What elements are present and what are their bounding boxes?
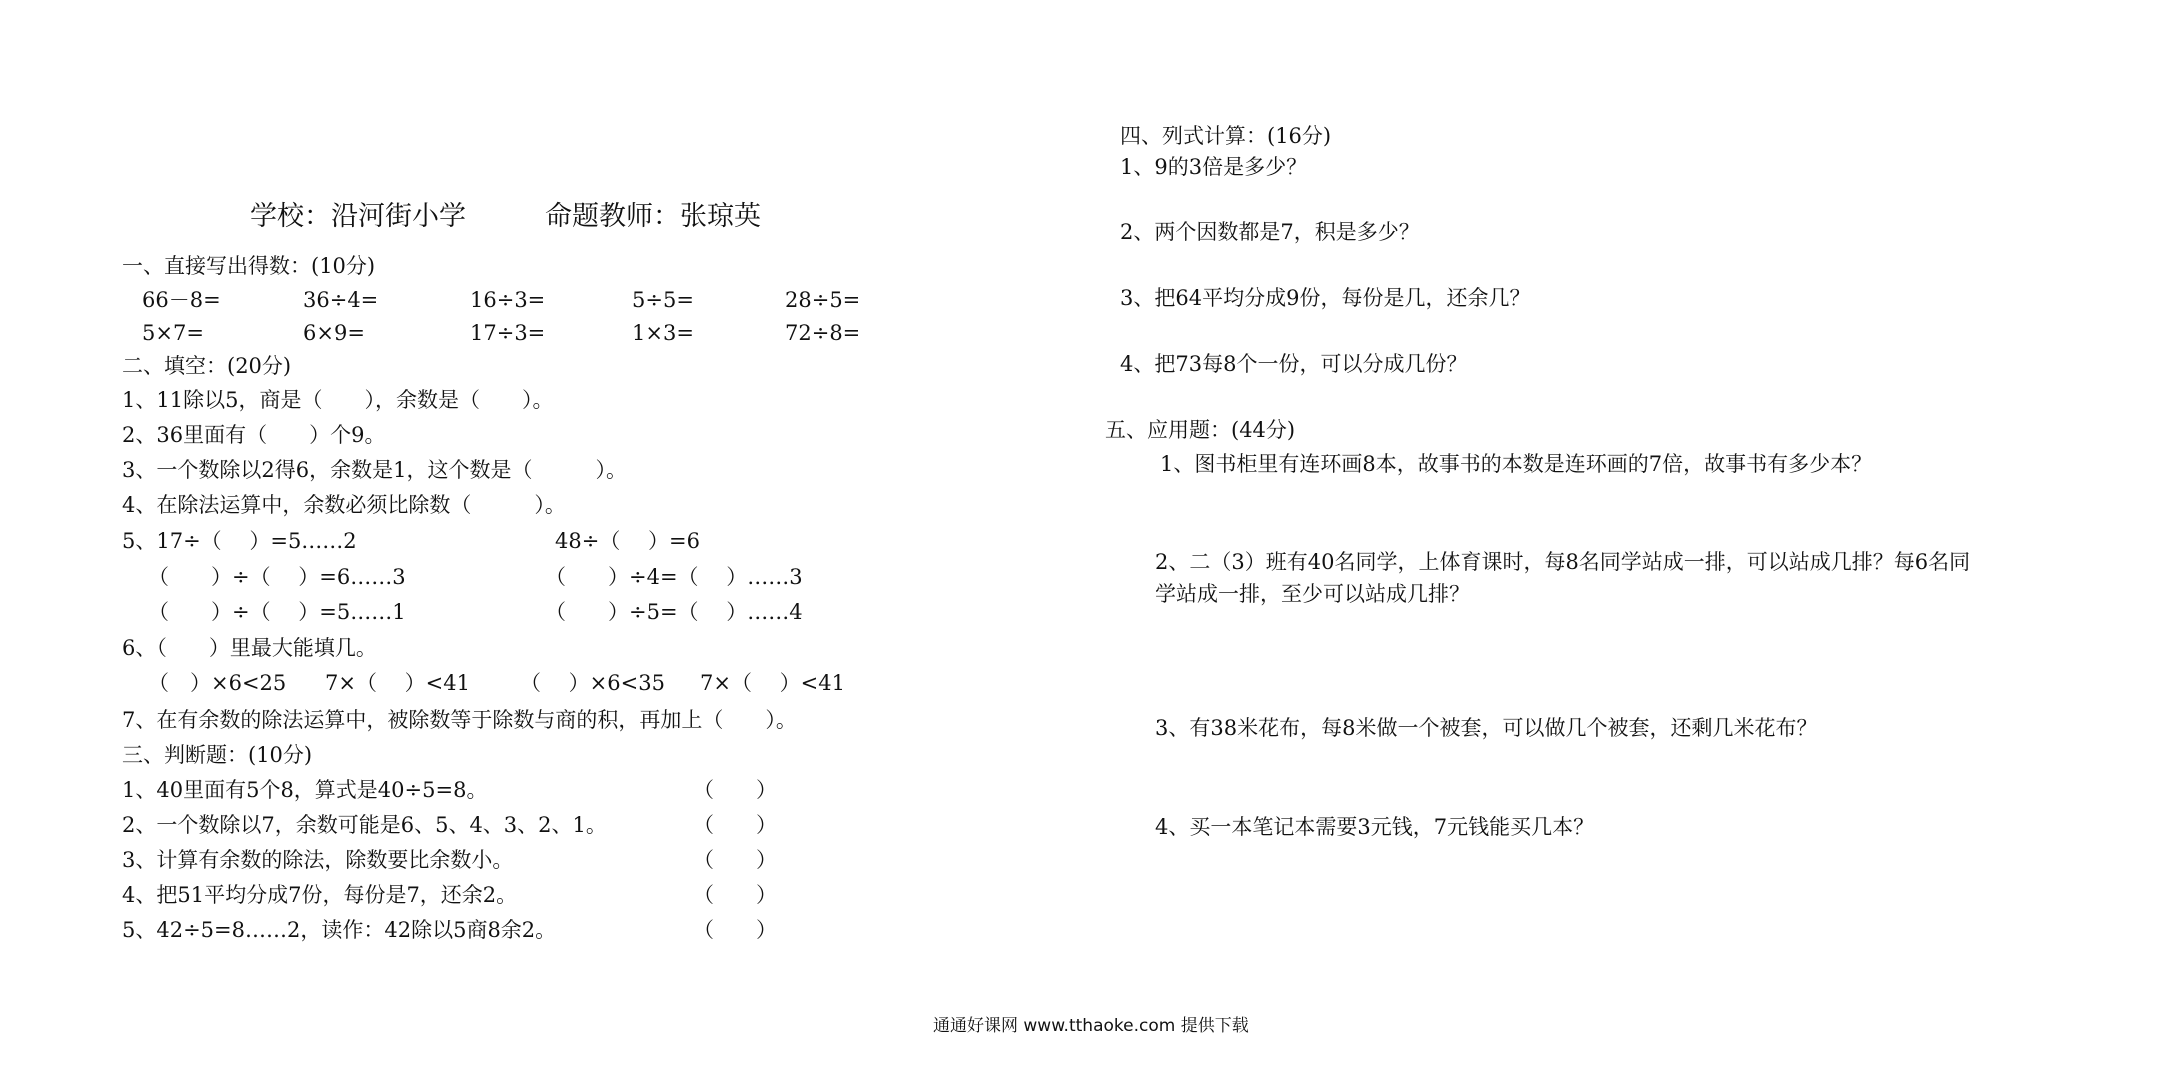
calc-item: 5×7=	[142, 321, 204, 345]
fill-question: （ ）÷5=（ ）……4	[545, 600, 803, 624]
calc-question: 2、两个因数都是7，积是多少？	[1120, 220, 1420, 244]
calc-item: 72÷8=	[785, 321, 861, 345]
answer-bracket: （ ）	[693, 813, 777, 837]
judge-item: 4、把51平均分成7份，每份是7，还余2。	[122, 883, 518, 907]
fill-question: 2、36里面有（ ）个9。	[122, 423, 386, 447]
fill-question: 1、11除以5，商是（ ），余数是（ ）。	[122, 388, 554, 412]
calc-question: 4、把73每8个一份，可以分成几份？	[1120, 352, 1468, 376]
section2-title: 二、填空：(20分)	[122, 354, 292, 378]
calc-question: 1、9的3倍是多少？	[1120, 155, 1308, 179]
fill-item: （ ）×6<35	[520, 671, 665, 695]
fill-question: （ ）÷4=（ ）……3	[545, 565, 803, 589]
school-name: 学校：沿河街小学	[250, 201, 466, 232]
fill-item: 7×（ ）<41	[700, 671, 845, 695]
teacher-name: 命题教师：张琼英	[545, 201, 761, 232]
judge-item: 2、一个数除以7，余数可能是6、5、4、3、2、1。	[122, 813, 607, 837]
calc-item: 6×9=	[303, 321, 365, 345]
fill-question: 4、在除法运算中，余数必须比除数（ ）。	[122, 493, 566, 517]
fill-question: 7、在有余数的除法运算中，被除数等于除数与商的积，再加上（ ）。	[122, 708, 797, 732]
answer-bracket: （ ）	[693, 848, 777, 872]
calc-item: 5÷5=	[632, 288, 694, 312]
word-problem: 2、二（3）班有40名同学，上体育课时，每8名同学站成一排，可以站成几排？每6名同	[1155, 550, 1971, 574]
section1-title: 一、直接写出得数：(10分)	[122, 254, 376, 278]
word-problem: 学站成一排，至少可以站成几排？	[1155, 582, 1470, 606]
judge-item: 3、计算有余数的除法，除数要比余数小。	[122, 848, 514, 872]
section3-title: 三、判断题：(10分)	[122, 743, 313, 767]
answer-bracket: （ ）	[693, 778, 777, 802]
answer-bracket: （ ）	[693, 883, 777, 907]
fill-question: （ ）÷（ ）=5……1	[148, 600, 406, 624]
section4-title: 四、列式计算：(16分)	[1120, 124, 1332, 148]
calc-item: 17÷3=	[470, 321, 546, 345]
section5-title: 五、应用题：(44分)	[1105, 418, 1296, 442]
calc-item: 16÷3=	[470, 288, 546, 312]
judge-item: 1、40里面有5个8，算式是40÷5=8。	[122, 778, 488, 802]
fill-question: （ ）÷（ ）=6……3	[148, 565, 406, 589]
footer-source: 通通好课网 www.tthaoke.com 提供下载	[933, 1016, 1249, 1036]
calc-item: 36÷4=	[303, 288, 379, 312]
fill-question: 3、一个数除以2得6，余数是1，这个数是（ ）。	[122, 458, 627, 482]
judge-item: 5、42÷5=8……2，读作：42除以5商8余2。	[122, 918, 557, 942]
fill-item: （ ）×6<25	[148, 671, 287, 695]
calc-item: 66－8=	[142, 288, 221, 312]
calc-item: 1×3=	[632, 321, 694, 345]
answer-bracket: （ ）	[693, 918, 777, 942]
fill-question: 48÷（ ）=6	[555, 529, 700, 553]
calc-question: 3、把64平均分成9份，每份是几，还余几？	[1120, 286, 1531, 310]
fill-question: 5、17÷（ ）=5……2	[122, 529, 357, 553]
fill-item: 7×（ ）<41	[325, 671, 470, 695]
word-problem: 4、买一本笔记本需要3元钱，7元钱能买几本？	[1155, 815, 1595, 839]
word-problem: 1、图书柜里有连环画8本，故事书的本数是连环画的7倍，故事书有多少本？	[1160, 452, 1873, 476]
calc-item: 28÷5=	[785, 288, 861, 312]
word-problem: 3、有38米花布，每8米做一个被套，可以做几个被套，还剩几米花布？	[1155, 716, 1818, 740]
fill-question: 6、（ ）里最大能填几。	[122, 636, 377, 660]
